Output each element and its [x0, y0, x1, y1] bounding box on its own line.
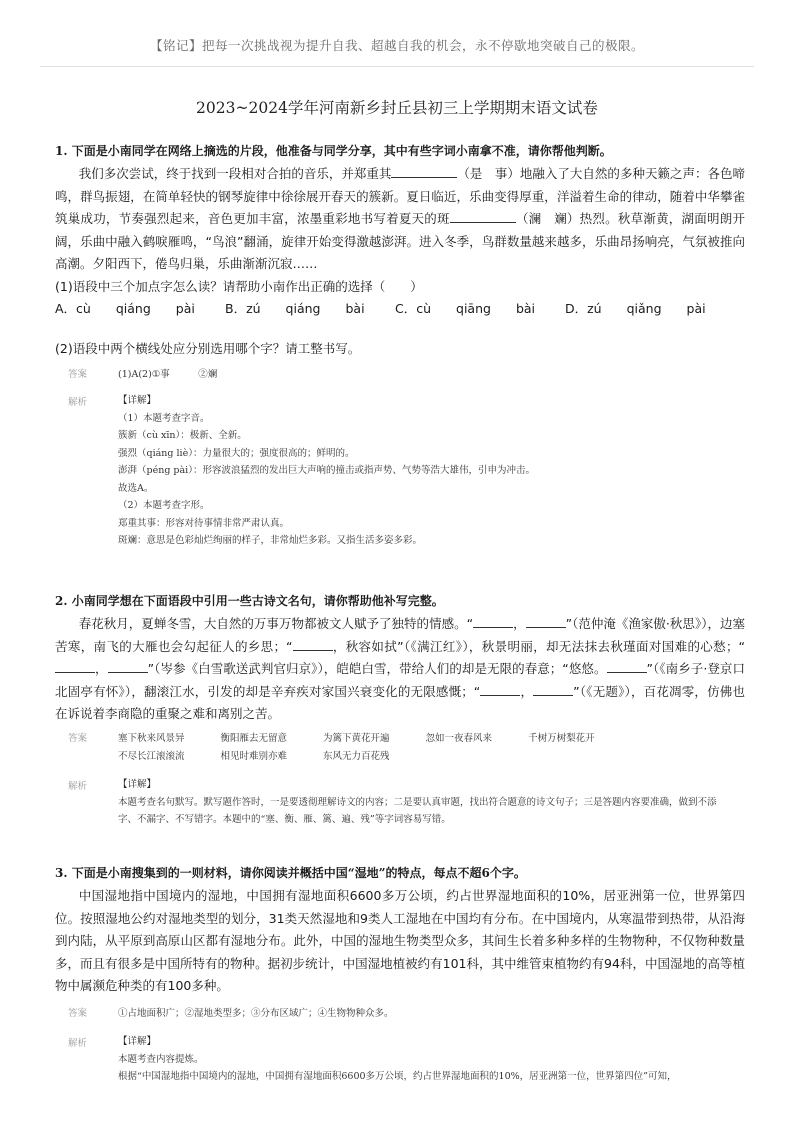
detail-label: 解析 — [68, 1038, 88, 1049]
choice-options — [55, 298, 745, 320]
answer-blank[interactable] — [391, 164, 457, 178]
detail-line: 强烈（qiáng liè）：力量很大的；强度很高的；鲜明的。 — [118, 447, 355, 459]
poem-answer: 千树万树梨花开 — [528, 733, 595, 744]
answer-label: 答案 — [68, 1008, 88, 1019]
passage-part: （澜 斓）热烈。秋草渐黄，湖面明朗开阔，乐曲中融入鹤唳雁鸣，“鸟浪”翻涌，旋律开始变得激越澎湃。进入冬季，鸟群数量越来越多，乐曲昂扬响亮，气氛被推向高潮。夕阳西下，倦鸟归巢，乐曲渐渐沉寂…… — [55, 211, 745, 271]
question-1-passage — [55, 163, 745, 276]
question-1-answer-block — [68, 366, 728, 550]
detail-line: 澎湃（péng pài）：形容波浪猛烈的发出巨大声响的撞击或指声势、气势等浩大雄伟，引申为冲击。 — [118, 465, 535, 476]
answer-blank[interactable] — [55, 659, 95, 673]
poem-answer: 为篱下黄花开遍 — [323, 733, 390, 744]
passage-part: ， — [513, 616, 526, 631]
detail-line: 本题考查名句默写。默写题作答时，一是要透彻理解诗文的内容；二是要认真审题，找出符合题意的诗文句子；三是答题内容要准确，做到不添字、不漏字、不写错字。本题中的“塞、衡、雁、篱、遍、残”等字词容易写错。 — [118, 796, 717, 825]
option-b[interactable]: B．zú qiáng bài — [225, 301, 365, 316]
detail-line: 【详解】 — [118, 779, 157, 790]
detail-text — [118, 776, 728, 829]
detail-label: 解析 — [68, 781, 88, 792]
passage-part: （是 事）地融入了大自然的多种天籁之声：各色啼鸣，群鸟振翅，在简单轻快的钢琴旋律中徐徐展开春天的簇新。夏日临近，乐曲变得厚重，洋溢着生命的律动，随着中华攀雀筑巢成功，节奏强烈起来，音色更加丰富，浓墨重彩地书写着夏天的斑 — [55, 166, 745, 226]
question-3-prompt: 3. 下面是小南搜集到的一则材料，请你阅读并概括中国“湿地”的特点，每点不超6个字。 — [55, 866, 526, 880]
passage-part: ”（岑参《白雪歌送武判官归京》），皑皑白雪，带给人们的却是无限的春意；“悠悠。 — [147, 661, 607, 676]
detail-line: 【详解】 — [118, 395, 157, 406]
question-1-prompt: 1. 下面是小南同学在网络上摘选的片段，他准备与同学分享，其中有些字词小南拿不准，请你帮他判断。 — [55, 144, 612, 158]
detail-line: （2）本题考查字形。 — [118, 500, 210, 511]
answer-blank[interactable] — [450, 209, 516, 223]
passage-part: ， — [95, 661, 108, 676]
detail-line: （1）本题考查字音。 — [118, 412, 210, 424]
passage-part: 我们多次尝试，终于找到一段相对合拍的音乐，并郑重其 — [78, 166, 392, 181]
detail-line: 郑重其事：形容对待事情非常严肃认真。 — [118, 517, 290, 529]
poem-answer: 衡阳雁去无留意 — [220, 733, 288, 744]
question-3 — [55, 863, 745, 998]
question-3-passage: 中国湿地指中国境内的湿地，中国拥有湿地面积6600多万公顷，约占世界湿地面积的10%，居亚洲第一位，世界第四位。按照湿地公约对湿地类型的划分，31类天然湿地和9类人工湿地在中国均有分布。在中国境内，从寒温带到热带，从沿海到内陆，从平原到高原山区都有湿地分布。此外，中国的湿地生物类型众多，其间生长着多种多样的生物物种，不仅物种数量多，而且有很多是中国所特有的物种。据初步统计，中国湿地植被约有101科，其中维管束植物约有94科，中国湿地的高等植物中属濒危种类的有100多种。 — [55, 888, 745, 993]
question-2 — [55, 591, 745, 726]
answer-label: 答案 — [68, 369, 88, 380]
detail-line: 【详解】 — [118, 1036, 157, 1047]
option-d[interactable]: D．zú qiǎng pài — [565, 301, 706, 316]
option-a[interactable]: A．cù qiáng pài — [55, 301, 195, 316]
question-1 — [55, 141, 745, 361]
sub-question-2: (2)语段中两个横线处应分别选用哪个字？请工整书写。 — [55, 341, 361, 356]
passage-part: ”（范仲淹《渔家傲·秋思》），边塞苦寒，南飞的大雁也会勾起征人的乡思；“ — [55, 616, 745, 654]
passage-part: ，秋容如拭”（《满江红》），秋景明丽，却无法抹去秋瑾面对国难的心愁；“ — [332, 638, 745, 654]
question-2-prompt: 2. 小南同学想在下面语段中引用一些古诗文名句，请你帮助他补写完整。 — [55, 594, 444, 608]
answer-label: 答案 — [68, 733, 88, 744]
detail-text — [118, 1033, 728, 1086]
sub-question-1: (1)语段中三个加点字怎么读？请帮助小南作出正确的选择（ ） — [55, 278, 423, 294]
question-2-passage — [55, 613, 745, 726]
detail-line: 根据“中国湿地指中国境内的湿地，中国拥有湿地面积6600多万公顷，约占世界湿地面积的10%，居亚洲第一位，世界第四位”可知， — [118, 1071, 677, 1082]
answer-text: (1)A(2)①事 ②斓 — [118, 369, 218, 380]
detail-line: 本题考查内容提炼。 — [118, 1053, 204, 1065]
answer-blank[interactable] — [108, 659, 148, 673]
poem-answer: 塞下秋来风景异 — [118, 733, 185, 744]
detail-line: 斑斓：意思是色彩灿烂绚丽的样子，非常灿烂多彩。又指生活多姿多彩。 — [118, 535, 423, 546]
passage-part: ”（《无题》），百花凋零，仿佛也在诉说着李商隐的重聚之难和离别之苦。 — [55, 683, 745, 721]
passage-part: ”（《南乡子·登京口北固亭有怀》），翻滚江水，引发的却是辛弃疾对家国兴衰变化的无限感慨；“ — [55, 661, 745, 699]
passage-part: 春花秋月，夏蝉冬雪，大自然的万事万物都被文人赋予了独特的情感。“ — [78, 616, 474, 631]
page-title: 2023~2024学年河南新乡封丘县初三上学期期末语文试卷 — [196, 99, 598, 117]
header-divider — [40, 66, 754, 67]
question-2-answer-block — [68, 730, 728, 829]
passage-part: ， — [520, 683, 534, 699]
answer-blank[interactable] — [533, 682, 573, 696]
answer-text — [118, 730, 728, 766]
answer-text: ①占地面积广；②湿地类型多；③分布区域广；④生物物种众多。 — [118, 1008, 394, 1019]
poem-answer: 忽如一夜春风来 — [425, 733, 493, 744]
detail-line: 簇新（cù xīn）：极新、全新。 — [118, 430, 247, 441]
poem-answer: 相见时难别亦难 — [220, 751, 288, 762]
option-c[interactable]: C．cù qiāng bài — [395, 301, 536, 316]
poem-answer: 东风无力百花残 — [323, 751, 390, 762]
detail-text — [118, 392, 728, 550]
answer-blank[interactable] — [480, 682, 520, 696]
answer-blank[interactable] — [473, 614, 513, 628]
detail-line: 故选A。 — [118, 482, 154, 494]
answer-blank[interactable] — [607, 659, 647, 673]
answer-blank[interactable] — [293, 637, 333, 651]
detail-label: 解析 — [68, 397, 88, 408]
poem-answer: 不尽长江滚滚流 — [118, 751, 185, 762]
question-3-answer-block — [68, 1005, 728, 1086]
motto-banner: 【铭记】把每一次挑战视为提升自我、超越自我的机会，永不停歇地突破自己的极限。 — [149, 38, 644, 53]
answer-blank[interactable] — [526, 614, 566, 628]
